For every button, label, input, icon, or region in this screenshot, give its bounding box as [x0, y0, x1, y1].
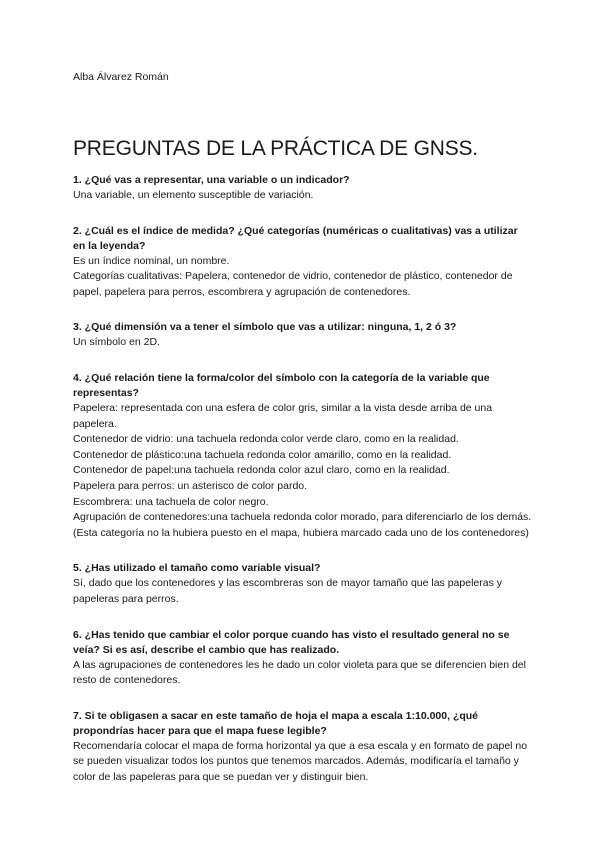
question-text: 4. ¿Qué relación tiene la forma/color del símbolo con la categoría de la variable que representas? [73, 371, 490, 399]
answer-text: Contenedor de papel:una tachuela redonda color azul claro, como en la realidad. [73, 464, 450, 477]
question-block [73, 224, 532, 301]
answer-text: Recomendaría colocar el mapa de forma horizontal ya que a esa escala y en formato de papel no se pueden visualizar todos los puntos que tenemos marcados. Además, modificaría el tamaño y color de las papeleras para que se puedan ver y distinguir bien. [73, 739, 528, 783]
document-title: PREGUNTAS DE LA PRÁCTICA DE GNSS. [73, 137, 478, 160]
answer-text: Papelera para perros: un asterisco de color pardo. [73, 479, 308, 492]
question-text: 3. ¿Qué dimensión va a tener el símbolo que vas a utilizar: ninguna, 1, 2 ó 3? [73, 321, 457, 334]
question-text: 5. ¿Has utilizado el tamaño como variable visual? [73, 562, 321, 575]
answer-text: Sí, dado que los contenedores y las escombreras son de mayor tamaño que las papeleras y papeleras para perros. [73, 577, 502, 605]
question-block [73, 320, 532, 351]
answer-text: Contenedor de vidrio: una tachuela redonda color verde claro, como en la realidad. [73, 433, 459, 446]
questions-list [73, 173, 532, 785]
question-text: 6. ¿Has tenido que cambiar el color porque cuando has visto el resultado general no se veía? Si es así, describe el cambio que has realizado. [73, 628, 510, 656]
question-text: 7. Si te obligasen a sacar en este tamaño de hoja el mapa a escala 1:10.000, ¿qué propondrías hacer para que el mapa fuese legible? [73, 709, 479, 737]
answer-text: Una variable, un elemento susceptible de variación. [73, 189, 314, 201]
question-block [73, 173, 532, 204]
author-name: Alba Álvarez Román [73, 71, 169, 83]
question-block [73, 561, 532, 607]
question-text: 2. ¿Cuál es el índice de medida? ¿Qué categorías (numéricas o cualitativas) vas a utilizar en la leyenda? [73, 224, 518, 252]
answer-text: Escombrera: una tachuela de color negro. [73, 495, 269, 508]
question-block [73, 371, 532, 541]
answer-text: Un símbolo en 2D. [73, 336, 160, 349]
answer-text: Papelera: representada con una esfera de color gris, similar a la vista desde arriba de una papelera. [73, 401, 493, 430]
answer-text: Contenedor de plástico:una tachuela redonda color amarillo, como en la realidad. [73, 448, 452, 461]
question-text: 1. ¿Qué vas a representar, una variable o un indicador? [73, 174, 350, 186]
answer-text: Es un índice nominal, un nombre. [73, 254, 230, 267]
answer-text: Categorías cualitativas: Papelera, contenedor de vidrio, contenedor de plástico, contenedor de papel, papelera para perros, escombrera y agrupación de contenedores. [73, 270, 513, 298]
question-block [73, 628, 532, 689]
answer-text: A las agrupaciones de contenedores les he dado un color violeta para que se diferencien bien del resto de contenedores. [73, 658, 526, 687]
answer-text: Agrupación de contenedores:una tachuela redonda color morado, para diferenciarlo de los demás. (Esta categoría no la hubiera puesto en el mapa, hubiera marcado cada uno de los contenedores) [73, 511, 532, 539]
question-block [73, 709, 532, 786]
